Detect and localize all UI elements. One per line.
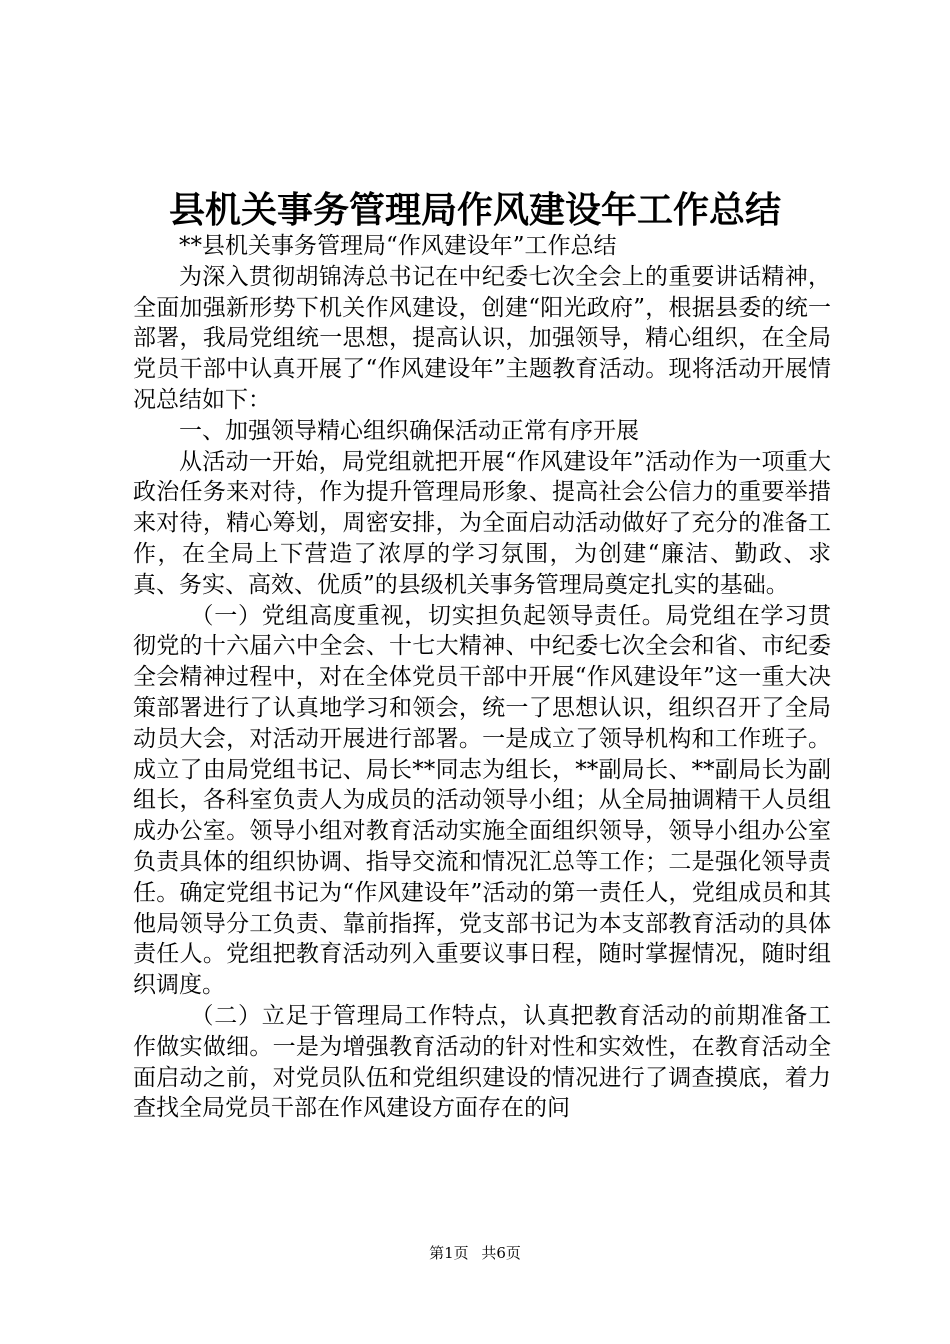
section-heading-1: 一、加强领导精心组织确保活动正常有序开展	[179, 417, 639, 444]
paragraph-subsection-2: （二）立足于管理局工作特点，认真把教育活动的前期准备工作做实做细。一是为增强教育活动的针对性和实效性，在教育活动全面启动之前，对党员队伍和党组织建设的情况进行了调查摸底，着力查找全局党员干部在作风建设方面存在的问	[133, 1002, 831, 1122]
document-title: 县机关事务管理局作风建设年工作总结	[168, 189, 781, 231]
document-body	[133, 231, 831, 1124]
paragraph-subsection-1: （一）党组高度重视，切实担负起领导责任。局党组在学习贯彻党的十六届六中全会、十七大精神、中纪委七次全会和省、市纪委全会精神过程中，对在全体党员干部中开展“作风建设年”这一重大决策部署进行了认真地学习和领会，统一了思想认识，组织召开了全局动员大会，对活动开展进行部署。一是成立了领导机构和工作班子。成立了由局党组书记、局长**同志为组长，**副局长、**副局长为副组长，各科室负责人为成员的活动领导小组；从全局抽调精干人员组成办公室。领导小组对教育活动实施全面组织领导，领导小组办公室负责具体的组织协调、指导交流和情况汇总等工作；二是强化领导责任。确定党组书记为“作风建设年”活动的第一责任人，党组成员和其他局领导分工负责、靠前指挥，党支部书记为本支部教育活动的具体责任人。党组把教育活动列入重要议事日程，随时掌握情况，随时组织调度。	[133, 602, 831, 999]
page-number-current: 第1页	[429, 1244, 469, 1262]
page-number-total: 共6页	[481, 1244, 521, 1262]
paragraph-section-1: 从活动一开始，局党组就把开展“作风建设年”活动作为一项重大政治任务来对待，作为提升管理局形象、提高社会公信力的重要举措来对待，精心筹划，周密安排，为全面启动活动做好了充分的准备工作，在全局上下营造了浓厚的学习氛围，为创建“廉洁、勤政、求真、务实、高效、优质”的县级机关事务管理局奠定扎实的基础。	[133, 448, 831, 598]
document-subtitle: **县机关事务管理局“作风建设年”工作总结	[179, 233, 617, 259]
page-footer	[0, 1242, 950, 1263]
paragraph-intro: 为深入贯彻胡锦涛总书记在中纪委七次全会上的重要讲话精神，全面加强新形势下机关作风建设，创建“阳光政府”，根据县委的统一部署，我局党组统一思想，提高认识，加强领导，精心组织，在全局党员干部中认真开展了“作风建设年”主题教育活动。现将活动开展情况总结如下：	[133, 263, 831, 413]
